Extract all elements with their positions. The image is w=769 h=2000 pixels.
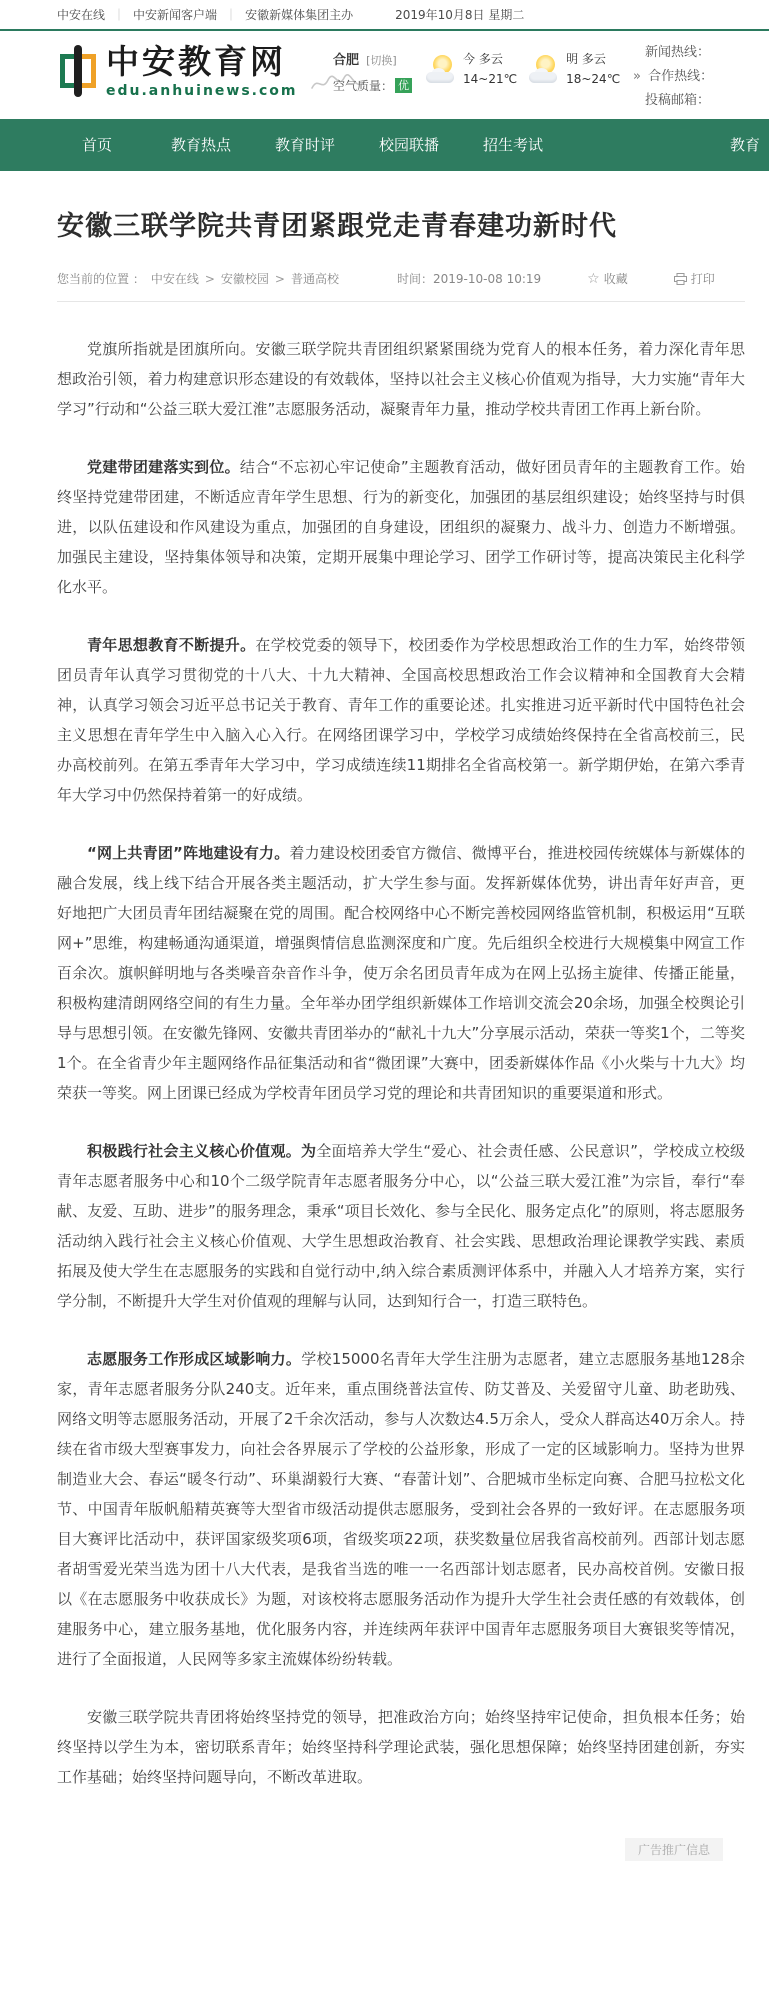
paragraph-lead: 党建带团建落实到位。 [87, 458, 240, 477]
paragraph-lead: 积极践行社会主义核心价值观。为 [87, 1142, 317, 1161]
paragraph: 党建带团建落实到位。结合“不忘初心牢记使命”主题教育活动，做好团员青年的主题教育工作。始终坚持党建带团建，不断适应青年学生思想、行为的新变化，加强团的基层组织建设；始终坚持与时俱进，以队伍建设和作风建设为重点，加强团的自身建设，团组织的凝聚力、战斗力、创造力不断增强。加强民主建设，坚持集体领导和决策，定期开展集中理论学习、团学工作研讨等，提高决策民主化科学化水平。 [57, 458, 745, 597]
paragraph: 党旗所指就是团旗所向。安徽三联学院共青团组织紧紧围绕为党育人的根本任务，着力深化青年思想政治引领，着力构建意识形态建设的有效载体，坚持以社会主义核心价值观为指导，大力实施“青年大学习”行动和“公益三联大爱江淮”志愿服务活动，凝聚青年力量，推动学校共青团工作再上新台阶。 [57, 340, 745, 419]
paragraph: 安徽三联学院共青团将始终坚持党的领导，把准政治方向；始终坚持牢记使命，担负根本任务；始终坚持以学生为本，密切联系青年；始终坚持科学理论武装，强化思想保障；始终坚持团建创新，夯实工作基础；始终坚持问题导向，不断改革进取。 [57, 1708, 745, 1787]
paragraph: 积极践行社会主义核心价值观。为全面培养大学生“爱心、社会责任感、公民意识”，学校成立校级青年志愿者服务中心和10个二级学院青年志愿者服务分中心，以“公益三联大爱江淮”为宗旨，奉行“奉献、友爱、互助、进步”的服务理念，秉承“项目长效化、参与全民化、服务定点化”的原则，将志愿服务活动纳入践行社会主义核心价值观、大学生思想政治教育、社会实践、思想政治理论课教学实践、素质拓展及使大学生在志愿服务的实践和自觉行动中,纳入综合素质测评体系中，并融入人才培养方案，实行学分制，不断提升大学生对价值观的理解与认同，达到知行合一，打造三联特色。 [57, 1142, 745, 1311]
breadcrumb-link-campus[interactable]: 安徽校园 [220, 272, 269, 287]
hotlines-block [633, 41, 769, 113]
time-label: 时间： [397, 272, 434, 287]
air-quality-badge: 优 [395, 78, 412, 93]
topbar-separator: ｜ [113, 8, 126, 22]
current-date: 2019年10月8日 星期二 [395, 8, 525, 22]
logo-icon [60, 43, 96, 99]
top-bar [0, 0, 769, 31]
location-label: 您当前的位置 ： [57, 272, 145, 287]
star-icon: ☆ [587, 270, 600, 287]
nav-item-education-clipped[interactable]: 教育 [729, 136, 760, 154]
content-area [0, 209, 769, 1861]
nav-item-edu-hotspot[interactable]: 教育热点 [170, 136, 231, 154]
weather-tomorrow-temp: 18~24℃ [566, 72, 621, 86]
site-logo[interactable] [60, 43, 368, 99]
topbar-separator: ｜ [225, 8, 238, 22]
breadcrumb-separator: > [274, 271, 285, 286]
article-title: 安徽三联学院共青团紧跟党走青春建功新时代 [57, 211, 617, 242]
nav-item-admission-exam[interactable]: 招生考试 [482, 136, 543, 154]
weather-tomorrow [529, 49, 620, 89]
paragraph-lead: 志愿服务工作形成区域影响力。 [87, 1350, 302, 1369]
sun-cloud-icon [529, 54, 561, 84]
weather-today-condition: 今 多云 [463, 52, 503, 66]
city-switch-button[interactable]: [切换] [366, 54, 397, 67]
submission-email-label: 投稿邮箱： [645, 93, 711, 108]
publish-time: 2019-10-08 10:19 [433, 272, 542, 287]
paragraph: 志愿服务工作形成区域影响力。学校15000名青年大学生注册为志愿者，建立志愿服务基地128余家，青年志愿者服务分队240支。近年来，重点围绕普法宣传、防艾普及、关爱留守儿童、助老助残、网络文明等志愿服务活动，开展了2千余次活动，参与人次数达4.5万余人，受众人群高达40万余人。持续在省市级大型赛事发力，向社会各界展示了学校的公益形象，形成了一定的区域影响力。坚持为世界制造业大会、春运“暖冬行动”、环巢湖毅行大赛、“春蕾计划”、合肥城市坐标定向赛、合肥马拉松文化节、中国青年版帆船精英赛等大型省市级活动提供志愿服务，受到社会各界的一致好评。在志愿服务项目大赛评比活动中，获评国家级奖项6项，省级奖项22项，获奖数量位居我省高校前列。西部计划志愿者胡雪爱光荣当选为团十八大代表，是我省当选的唯一一名西部计划志愿者，民办高校首例。安徽日报以《在志愿服务中收获成长》为题，对该校将志愿服务活动作为提升大学生社会责任感的有效载体，创建服务中心，建立服务基地，优化服务内容，并连续两年获评中国青年志愿服务项目大赛银奖等情况，进行了全面报道，人民网等多家主流媒体纷纷转载。 [57, 1350, 745, 1669]
nav-item-campus-broadcast[interactable]: 校园联播 [378, 136, 439, 154]
air-quality-label: 空气质量： [333, 79, 394, 93]
paragraph: 青年思想教育不断提升。在学校党委的领导下，校团委作为学校思想政治工作的生力军，始终带领团员青年认真学习贯彻党的十八大、十九大精神、全国高校思想政治工作会议精神和全国教育大会精神，认真学习领会习近平总书记关于教育、青年工作的重要论述。扎实推进习近平新时代中国特色社会主义思想在青年学生中入脑入心入行。在网络团课学习中，学校学习成绩始终保持在全省高校前三，民办高校前列。在第五季青年大学习中，学习成绩连续11期排名全省高校第一。新学期伊始，在第六季青年大学习中仍然保持着第一的好成绩。 [57, 636, 745, 805]
favorite-button[interactable]: ☆ 收藏 [587, 270, 628, 287]
nav-item-home[interactable]: 首页 [81, 136, 112, 154]
paragraph-lead: “网上共青团”阵地建设有力。 [87, 844, 290, 863]
paragraph-lead: 青年思想教育不断提升。 [87, 636, 256, 655]
topbar-link-zhongan-online[interactable]: 中安在线 [57, 8, 106, 22]
coop-hotline-label: 合作热线： [648, 69, 714, 84]
article-meta [57, 270, 745, 287]
breadcrumb-link-zhongan[interactable]: 中安在线 [150, 272, 199, 287]
topbar-link-news-client[interactable]: 中安新闻客户端 [133, 8, 218, 22]
weather-city: 合肥 [333, 53, 360, 68]
news-hotline-label: 新闻热线： [645, 45, 711, 60]
breadcrumb-link-colleges[interactable]: 普通高校 [290, 272, 339, 287]
logo-title: 中安教育网 [106, 41, 286, 81]
paragraph: “网上共青团”阵地建设有力。着力建设校团委官方微信、微博平台，推进校园传统媒体与新媒体的融合发展，线上线下结合开展各类主题活动，扩大学生参与面。发挥新媒体优势，讲出青年好声音，更好地把广大团员青年团结凝聚在党的周围。配合校网络中心不断完善校园网络监管机制，积极运用“互联网+”思维，构建畅通沟通渠道，增强舆情信息监测深度和广度。先后组织全校进行大规模集中网宣工作百余次。旗帜鲜明地与各类噪音杂音作斗争，使万余名团员青年成为在网上弘扬主旋律、传播正能量，积极构建清朗网络空间的有生力量。全年举办团学组织新媒体工作培训交流会20余场，加强全校舆论引导与思想引领。在安徽先锋网、安徽共青团举办的“献礼十九大”分享展示活动，荣获一等奖1个，二等奖1个。在全省青少年主题网络作品征集活动和省“微团课”大赛中，团委新媒体作品《小火柴与十九大》均荣获一等奖。网上团课已经成为学校青年团员学习党的理论和共青团知识的重要渠道和形式。 [57, 844, 745, 1103]
printer-icon [674, 273, 687, 285]
article-body [57, 302, 745, 1792]
print-button[interactable]: 打印 [674, 270, 715, 287]
sun-cloud-icon [426, 54, 458, 84]
logo-domain: edu.anhuinews.com [106, 82, 298, 99]
topbar-link-media-group[interactable]: 安徽新媒体集团主办 [245, 8, 354, 22]
weather-tomorrow-condition: 明 多云 [566, 52, 606, 66]
nav-item-edu-review[interactable]: 教育时评 [274, 136, 335, 154]
chevron-right-icon: » [633, 69, 641, 84]
weather-today [426, 49, 517, 89]
breadcrumb-separator: > [204, 271, 215, 286]
weather-today-temp: 14~21℃ [463, 72, 518, 86]
weather-widget [333, 49, 632, 94]
ad-promo-label[interactable]: 广告推广信息 [625, 1838, 723, 1861]
site-header [0, 31, 769, 119]
main-nav [0, 119, 769, 171]
